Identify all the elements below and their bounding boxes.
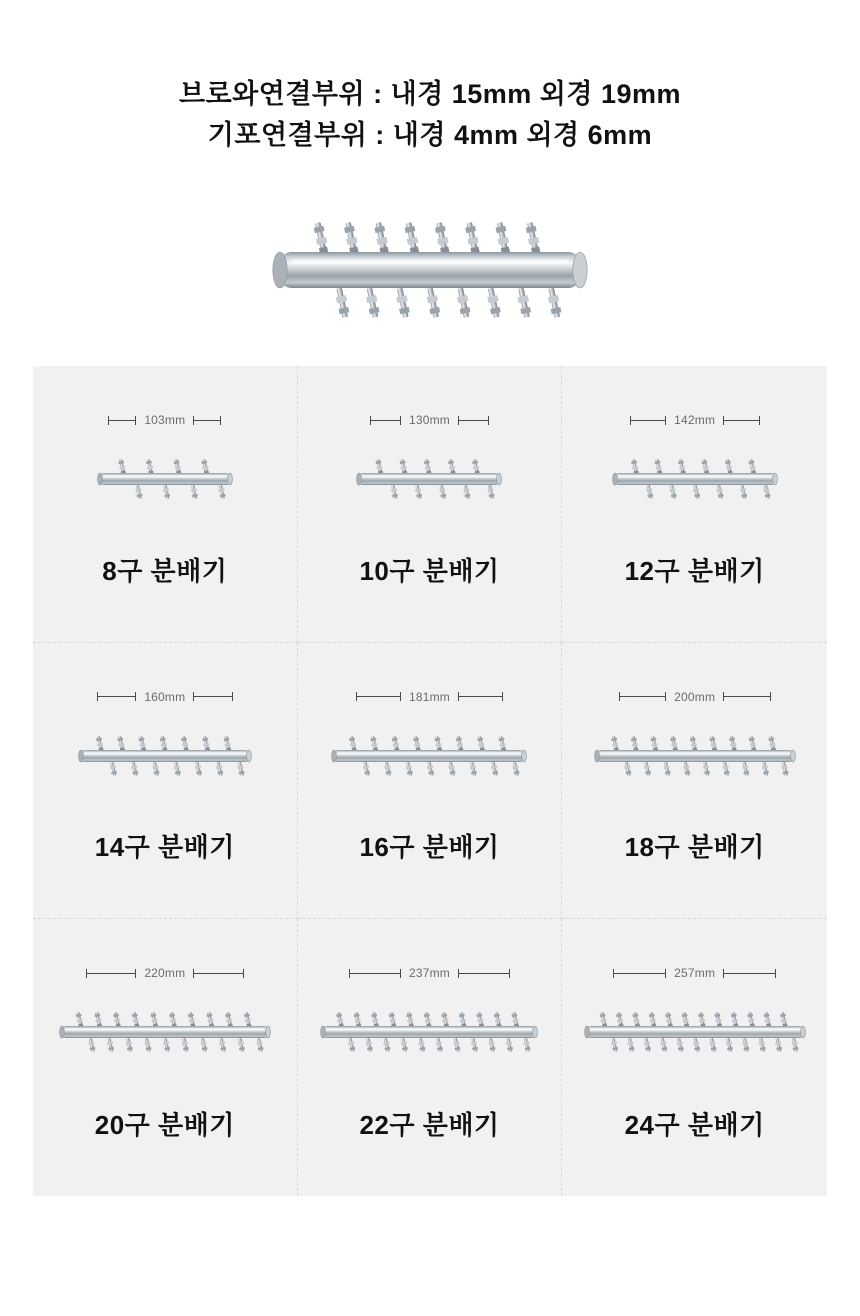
variant-grid-panel xyxy=(33,366,827,1196)
manifold-illustration xyxy=(45,444,285,514)
variant-title: 22구 분배기 xyxy=(359,1109,500,1140)
variant-cell xyxy=(298,919,563,1196)
variant-cell xyxy=(33,643,298,920)
manifold-illustration xyxy=(575,444,815,514)
manifold-illustration xyxy=(45,997,285,1067)
manifold-illustration xyxy=(309,444,549,514)
dimension-indicator xyxy=(370,412,489,428)
spec-line-blower: 브로와연결부위 : 내경 15mm 외경 19mm xyxy=(179,79,681,109)
dimension-line-right xyxy=(723,420,759,421)
variant-title: 8구 분배기 xyxy=(102,555,228,586)
dimension-label: 103mm xyxy=(144,413,186,427)
hero-manifold-image xyxy=(0,197,860,337)
manifold-illustration xyxy=(575,997,815,1067)
variant-title: 20구 분배기 xyxy=(94,1109,235,1140)
manifold-illustration xyxy=(309,721,549,791)
variant-title: 24구 분배기 xyxy=(624,1109,765,1140)
dimension-line-left xyxy=(613,973,666,974)
dimension-line-right xyxy=(723,696,771,697)
dimension-label: 257mm xyxy=(674,966,716,981)
dimension-line-right xyxy=(193,420,221,421)
dimension-line-right xyxy=(193,973,243,974)
dimension-line-right xyxy=(723,973,776,974)
dimension-label: 181mm xyxy=(408,689,450,704)
dimension-indicator xyxy=(613,965,776,981)
dimension-line-left xyxy=(356,696,401,697)
variant-title: 14구 분배기 xyxy=(94,832,235,863)
manifold-illustration xyxy=(45,721,285,791)
spec-line-bubble: 기포연결부위 : 내경 4mm 외경 6mm xyxy=(207,119,653,150)
dimension-line-left xyxy=(97,696,136,697)
dimension-label: 237mm xyxy=(408,966,450,981)
variant-cell xyxy=(562,919,827,1196)
variant-cell xyxy=(33,919,298,1196)
dimension-line-left xyxy=(86,973,136,974)
dimension-label: 142mm xyxy=(674,413,716,427)
manifold-illustration xyxy=(309,997,549,1067)
variant-title: 18구 분배기 xyxy=(624,832,765,863)
dimension-indicator xyxy=(619,689,771,705)
variant-grid xyxy=(33,366,827,1196)
variant-cell xyxy=(562,366,827,643)
manifold-illustration xyxy=(575,721,815,791)
dimension-label: 200mm xyxy=(674,689,716,704)
variant-title: 12구 분배기 xyxy=(624,555,765,586)
dimension-line-left xyxy=(630,420,666,421)
dimension-indicator xyxy=(349,965,510,981)
dimension-line-right xyxy=(458,420,489,421)
dimension-indicator xyxy=(97,689,232,705)
variant-title: 10구 분배기 xyxy=(359,555,500,586)
dimension-label: 160mm xyxy=(144,689,186,704)
dimension-label: 130mm xyxy=(408,413,450,427)
dimension-line-right xyxy=(458,696,503,697)
manifold-illustration xyxy=(220,202,640,332)
dimension-indicator xyxy=(86,965,244,981)
dimension-line-left xyxy=(108,420,136,421)
dimension-line-right xyxy=(458,973,510,974)
dimension-line-left xyxy=(370,420,401,421)
variant-cell xyxy=(298,366,563,643)
dimension-indicator xyxy=(356,689,503,705)
variant-title: 16구 분배기 xyxy=(359,832,500,863)
variant-cell xyxy=(298,643,563,920)
dimension-line-right xyxy=(193,696,232,697)
dimension-line-left xyxy=(619,696,667,697)
spec-header xyxy=(0,0,860,155)
variant-cell xyxy=(562,643,827,920)
dimension-indicator xyxy=(630,412,760,428)
variant-cell xyxy=(33,366,298,643)
dimension-label: 220mm xyxy=(144,966,186,981)
dimension-indicator xyxy=(108,412,221,428)
dimension-line-left xyxy=(349,973,401,974)
